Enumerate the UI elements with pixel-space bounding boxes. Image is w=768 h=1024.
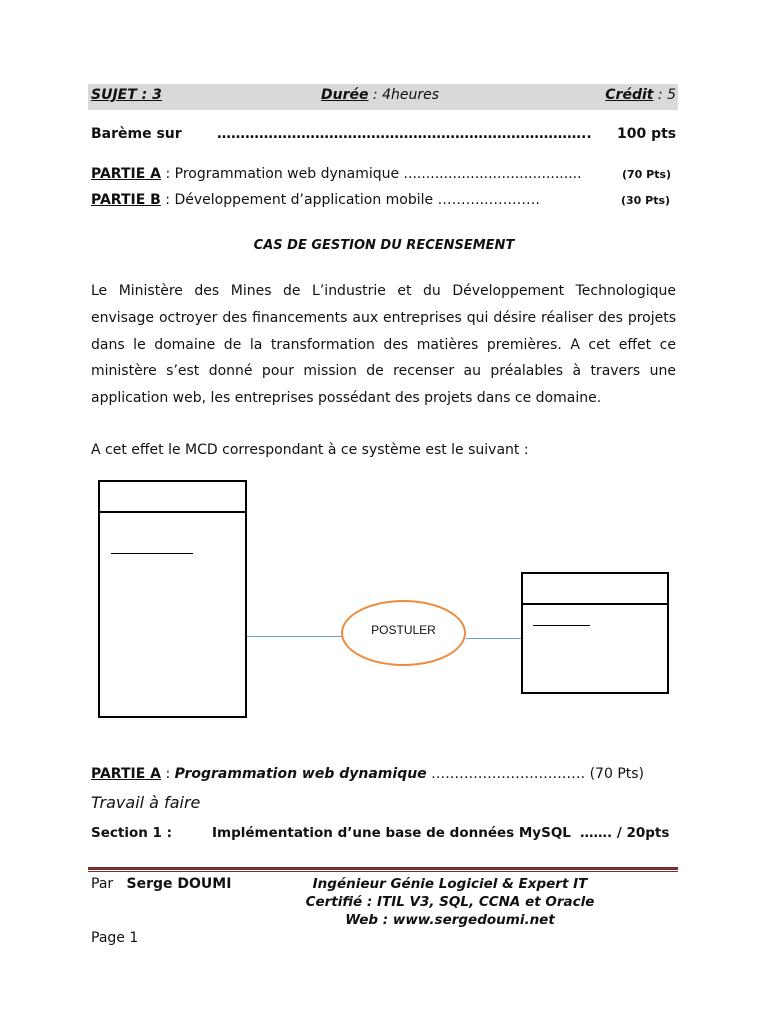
relation-label: POSTULER — [371, 623, 436, 637]
page-number: Page 1 — [91, 930, 139, 946]
partie-b-points: (30 Pts) — [621, 194, 671, 207]
bareme-total: 100 pts — [617, 126, 677, 142]
travail-heading: Travail à faire — [91, 793, 201, 812]
footer-author — [91, 876, 231, 892]
credit-value: : 5 — [653, 87, 676, 103]
entity-right-identifier — [533, 625, 590, 626]
footer-rule-thick — [88, 867, 678, 870]
footer-credential-1: Ingénieur Génie Logiciel & Expert IT — [312, 876, 588, 892]
partie-a-detail-dots: …………………………… — [426, 766, 586, 782]
relation-link-right — [466, 638, 522, 639]
partie-a-detail — [91, 766, 644, 782]
entity-left — [98, 480, 247, 718]
section-title: Implémentation d’une base de données MySQL — [212, 825, 571, 841]
partie-a-detail-points: (70 Pts) — [585, 766, 645, 782]
case-description: Le Ministère des Mines de L’industrie et du Développement Technologique envisage octroyer des financements aux entreprises qui désire réaliser des projets dans le domaine de la transformation des matières premières. A cet effet ce ministère s’est donné pour mission de recenser au préalables à travers une application web, les entreprises possédant des projets dans ce domaine. — [91, 283, 676, 407]
partie-a-line — [91, 166, 582, 182]
duration-label: Durée — [321, 87, 369, 103]
partie-a-points: (70 Pts) — [622, 168, 672, 181]
subject-number: SUJET : 3 — [91, 87, 162, 103]
bareme-dots: …………………………………………………………………….. — [217, 126, 592, 142]
relation-postuler — [341, 600, 466, 666]
partie-a-detail-label: PARTIE A — [91, 766, 161, 782]
case-title: CAS DE GESTION DU RECENSEMENT — [253, 238, 515, 253]
entity-right-header-separator — [523, 603, 667, 605]
partie-b-title: : Développement d’application mobile ……….………… — [160, 192, 541, 208]
partie-a-detail-title: Programmation web dynamique — [174, 766, 427, 782]
partie-a-detail-sep: : — [161, 766, 175, 782]
footer-by-prefix: Par — [91, 876, 114, 892]
entity-right — [521, 572, 669, 694]
partie-b-line — [91, 192, 540, 208]
duration — [321, 87, 439, 103]
footer-rule-thin — [88, 871, 678, 872]
bareme-label: Barème sur — [91, 126, 182, 142]
partie-a-title: : Programmation web dynamique ........................................ — [161, 166, 582, 182]
footer-credential-2: Certifié : ITIL V3, SQL, CCNA et Oracle — [305, 894, 595, 910]
duration-value: : 4heures — [368, 87, 440, 103]
footer-author-name: Serge DOUMI — [126, 876, 232, 892]
credit — [605, 87, 676, 103]
partie-a-label: PARTIE A — [91, 166, 161, 182]
section-label: Section 1 : — [91, 825, 173, 841]
mcd-intro: A cet effet le MCD correspondant à ce système est le suivant : — [91, 442, 529, 458]
entity-left-header-separator — [100, 511, 245, 513]
relation-link-left — [247, 636, 342, 637]
entity-left-identifier — [111, 553, 193, 554]
section-score: ……. / 20pts — [580, 825, 670, 841]
credit-label: Crédit — [605, 87, 654, 103]
footer-website: Web : www.sergedoumi.net — [345, 912, 555, 928]
partie-b-label: PARTIE B — [91, 192, 161, 208]
